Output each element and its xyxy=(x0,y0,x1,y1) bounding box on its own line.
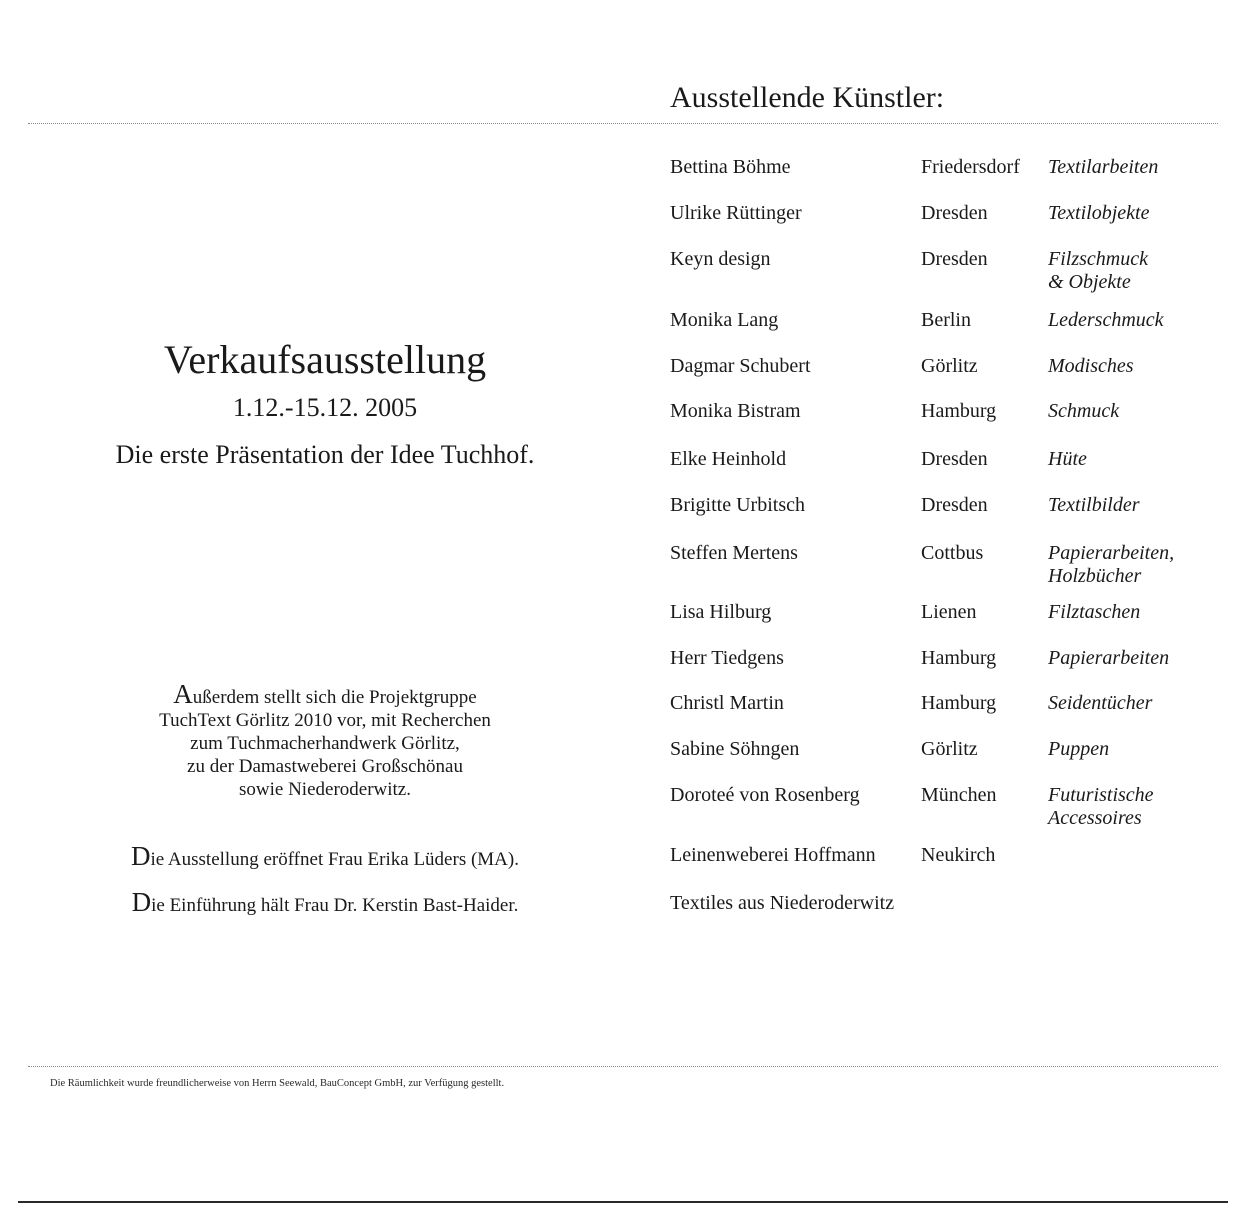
project-line: TuchText Görlitz 2010 vor, mit Recherchen xyxy=(159,710,491,731)
footer-solid-rule xyxy=(18,1201,1228,1203)
artist-work xyxy=(1048,400,1228,423)
bottom-dotted-rule xyxy=(28,1066,1218,1067)
artist-name: Ulrike Rüttinger xyxy=(670,202,802,224)
artist-work-line: Seidentücher xyxy=(1048,692,1153,714)
artist-work xyxy=(1048,542,1228,588)
artist-work xyxy=(1048,692,1228,715)
artist-city: Dresden xyxy=(921,248,988,270)
event-dates: 1.12.-15.12. 2005 xyxy=(232,393,418,422)
artist-work xyxy=(1048,156,1228,179)
event-title: Verkaufsausstellung xyxy=(163,337,487,382)
footer-note: Die Räumlichkeit wurde freundlicherweise von Herrn Seewald, BauConcept GmbH, zur Verfügung gestellt. xyxy=(50,1078,505,1089)
artist-work-line: Papierarbeiten, xyxy=(1048,542,1175,564)
artist-work-line: Lederschmuck xyxy=(1048,309,1164,331)
project-dropcap: A xyxy=(173,679,193,709)
artist-work-line: Modisches xyxy=(1048,355,1134,377)
artist-work-line: Futuristische xyxy=(1048,784,1154,806)
artist-work-line: Textilbilder xyxy=(1048,494,1140,516)
artist-name: Monika Bistram xyxy=(670,400,801,422)
artist-work-line: Filzschmuck xyxy=(1048,248,1148,270)
artist-name: Monika Lang xyxy=(670,309,779,331)
artist-city: Görlitz xyxy=(921,738,978,760)
event-subtitle: Die erste Präsentation der Idee Tuchhof. xyxy=(115,440,535,469)
introduction-dropcap: D xyxy=(131,887,152,917)
opening-dropcap: D xyxy=(131,841,151,871)
artist-work-line: Papierarbeiten xyxy=(1048,647,1170,669)
artist-name: Textiles aus Niederoderwitz xyxy=(670,892,895,914)
artist-name: Steffen Mertens xyxy=(670,542,798,564)
artist-city: München xyxy=(921,784,997,806)
artist-name: Brigitte Urbitsch xyxy=(670,494,805,516)
artists-heading: Ausstellende Künstler: xyxy=(670,81,945,114)
artist-work-line: Accessoires xyxy=(1048,807,1142,829)
artist-city: Hamburg xyxy=(921,400,997,422)
artist-name: Elke Heinhold xyxy=(670,448,787,470)
artist-city: Dresden xyxy=(921,494,988,516)
artist-work-line: Puppen xyxy=(1048,738,1110,760)
artist-city: Cottbus xyxy=(921,542,984,564)
artist-work xyxy=(1048,355,1228,378)
artist-city: Dresden xyxy=(921,202,988,224)
artist-name: Keyn design xyxy=(670,248,771,270)
artist-work-line: Holzbücher xyxy=(1048,565,1142,587)
artist-name: Bettina Böhme xyxy=(670,156,791,178)
project-line: sowie Niederoderwitz. xyxy=(239,779,411,800)
artist-work xyxy=(1048,202,1228,225)
artist-name: Herr Tiedgens xyxy=(670,647,784,669)
artist-city: Lienen xyxy=(921,601,977,623)
artist-work xyxy=(1048,784,1228,830)
project-line-text: ußerdem stellt sich die Projektgruppe xyxy=(192,687,477,708)
artist-name: Leinenweberei Hoffmann xyxy=(670,844,876,866)
artist-work xyxy=(1048,494,1228,517)
artist-city: Dresden xyxy=(921,448,988,470)
opening-text: ie Ausstellung eröffnet Frau Erika Lüders (MA). xyxy=(150,849,519,870)
introduction-text: ie Einführung hält Frau Dr. Kerstin Bast-Haider. xyxy=(151,895,519,916)
project-line xyxy=(40,679,610,709)
artist-city: Friedersdorf xyxy=(921,156,1020,178)
artist-name: Doroteé von Rosenberg xyxy=(670,784,860,806)
artist-name: Dagmar Schubert xyxy=(670,355,811,377)
artist-work xyxy=(1048,647,1228,670)
artist-city: Görlitz xyxy=(921,355,978,377)
artist-city: Hamburg xyxy=(921,692,997,714)
artist-list xyxy=(670,0,1230,1000)
artist-name: Lisa Hilburg xyxy=(670,601,772,623)
artist-work-line: Filztaschen xyxy=(1048,601,1141,623)
opening-line xyxy=(40,842,610,874)
artist-work-line: & Objekte xyxy=(1048,271,1131,293)
artist-work-line: Textilarbeiten xyxy=(1048,156,1159,178)
project-line: zum Tuchmacherhandwerk Görlitz, xyxy=(190,733,460,754)
artist-city: Hamburg xyxy=(921,647,997,669)
introduction-line xyxy=(40,888,610,920)
artist-name: Sabine Söhngen xyxy=(670,738,800,760)
artist-city: Berlin xyxy=(921,309,971,331)
artist-work xyxy=(1048,738,1228,761)
artist-work xyxy=(1048,309,1228,332)
project-line: zu der Damastweberei Großschönau xyxy=(187,756,463,777)
artist-work-line: Schmuck xyxy=(1048,400,1120,422)
project-paragraph xyxy=(40,679,610,801)
artist-work xyxy=(1048,248,1228,294)
artist-work-line: Hüte xyxy=(1048,448,1087,470)
artist-work-line: Textilobjekte xyxy=(1048,202,1150,224)
artist-work xyxy=(1048,601,1228,624)
artist-city: Neukirch xyxy=(921,844,996,866)
artist-work xyxy=(1048,448,1228,471)
artist-name: Christl Martin xyxy=(670,692,784,714)
